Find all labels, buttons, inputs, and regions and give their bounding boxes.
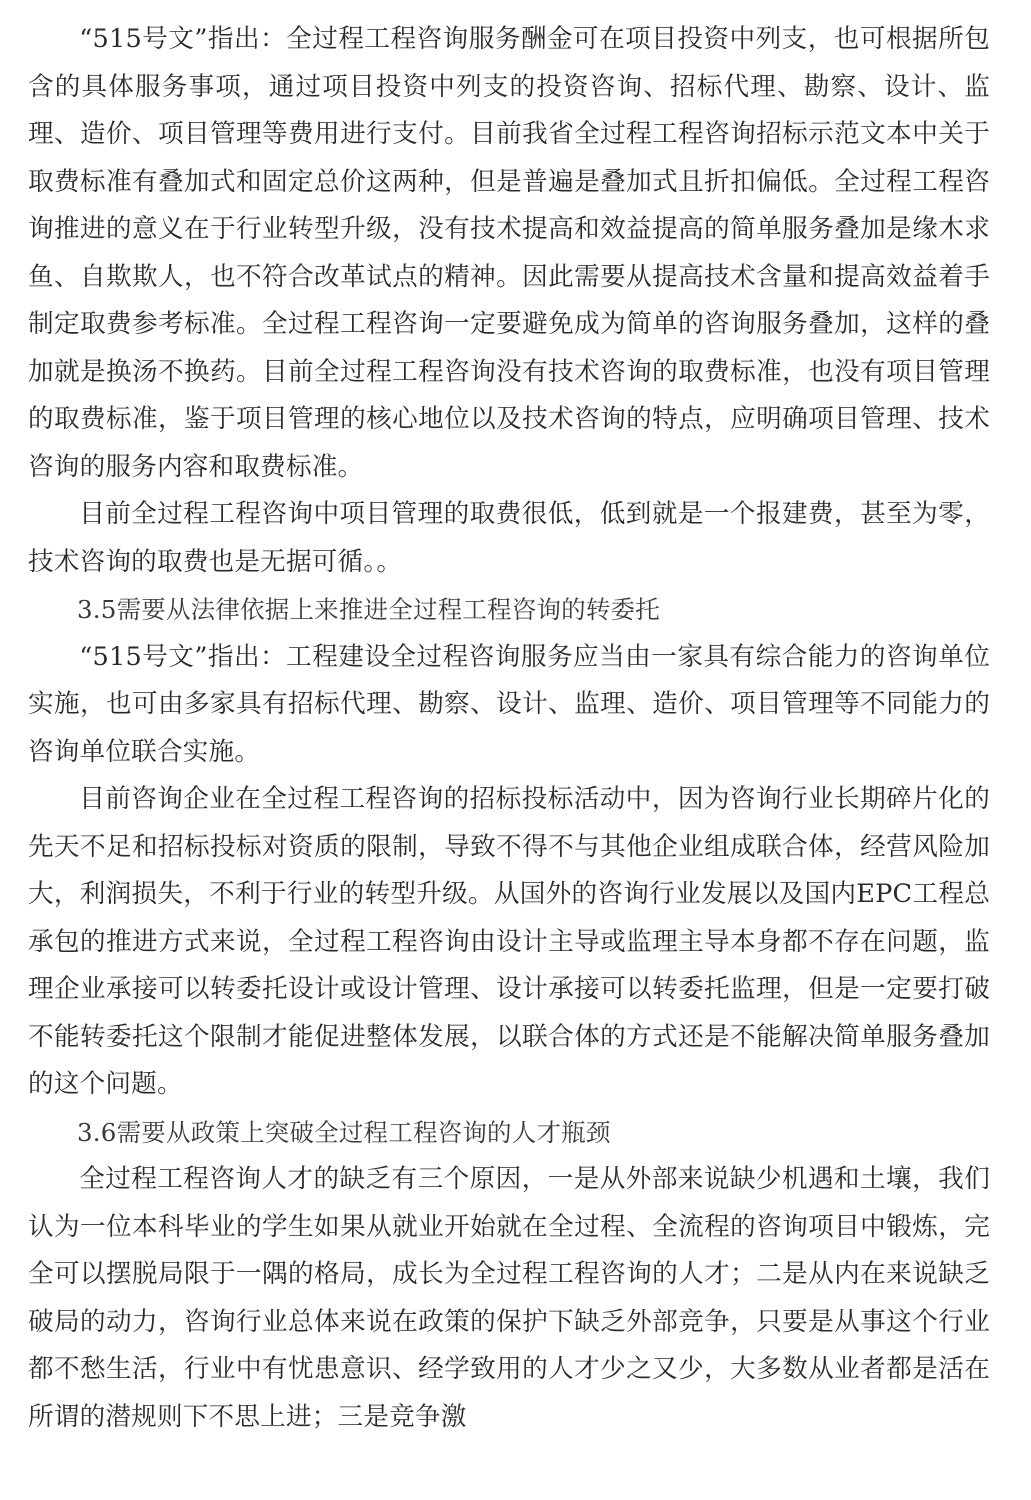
paragraph-joint-venture: 目前咨询企业在全过程工程咨询的招标投标活动中，因为咨询行业长期碎片化的先天不足和招标投标对资质的限制，导致不得不与其他企业组成联合体，经营风险加大，利润损失，不利于行业的转型升级。从国外的咨询行业发展以及国内EPC工程总承包的推进方式来说，全过程工程咨询由设计主导或监理主导本身都不存在问题，监理企业承接可以转委托设计或设计管理、设计承接可以转委托监理，但是一定要打破不能转委托这个限制才能促进整体发展，以联合体的方式还是不能解决简单服务叠加的这个问题。 [28, 784, 990, 1099]
paragraph-talent-shortage: 全过程工程咨询人才的缺乏有三个原因，一是从外部来说缺少机遇和土壤，我们认为一位本科毕业的学生如果从就业开始就在全过程、全流程的咨询项目中锻炼，完全可以摆脱局限于一隅的格局，成长为全过程工程咨询的人才；二是从内在来说缺乏破局的动力，咨询行业总体来说在政策的保护下缺乏外部竞争，只要是从事这个行业都不愁生活，行业中有忧患意识、经学致用的人才少之又少，大多数从业者都是活在所谓的潜规则下不思上进；三是竞争激 [28, 1164, 990, 1432]
document-page [28, 16, 990, 1441]
paragraph-515-consulting-units: “515号文”指出：工程建设全过程咨询服务应当由一家具有综合能力的咨询单位实施，也可由多家具有招标代理、勘察、设计、监理、造价、项目管理等不同能力的咨询单位联合实施。 [28, 641, 990, 767]
paragraph-fee-payment: “515号文”指出：全过程工程咨询服务酬金可在项目投资中列支，也可根据所包含的具体服务事项，通过项目投资中列支的投资咨询、招标代理、勘察、设计、监理、造价、项目管理等费用进行支付。目前我省全过程工程咨询招标示范文本中关于取费标准有叠加式和固定总价这两种，但是普遍是叠加式且折扣偏低。全过程工程咨询推进的意义在于行业转型升级，没有技术提高和效益提高的简单服务叠加是缘木求鱼、自欺欺人，也不符合改革试点的精神。因此需要从提高技术含量和提高效益着手制定取费参考标准。全过程工程咨询一定要避免成为简单的咨询服务叠加，这样的叠加就是换汤不换药。目前全过程工程咨询没有技术咨询的取费标准，也没有项目管理的取费标准，鉴于项目管理的核心地位以及技术咨询的特点，应明确项目管理、技术咨询的服务内容和取费标准。 [28, 24, 990, 482]
paragraph-project-management-fee: 目前全过程工程咨询中项目管理的取费很低，低到就是一个报建费，甚至为零，技术咨询的取费也是无据可循。。 [28, 499, 990, 577]
section-heading-3-5: 3.5需要从法律依据上来推进全过程工程咨询的转委托 [77, 595, 660, 624]
section-heading-3-6: 3.6需要从政策上突破全过程工程咨询的人才瓶颈 [77, 1117, 611, 1147]
